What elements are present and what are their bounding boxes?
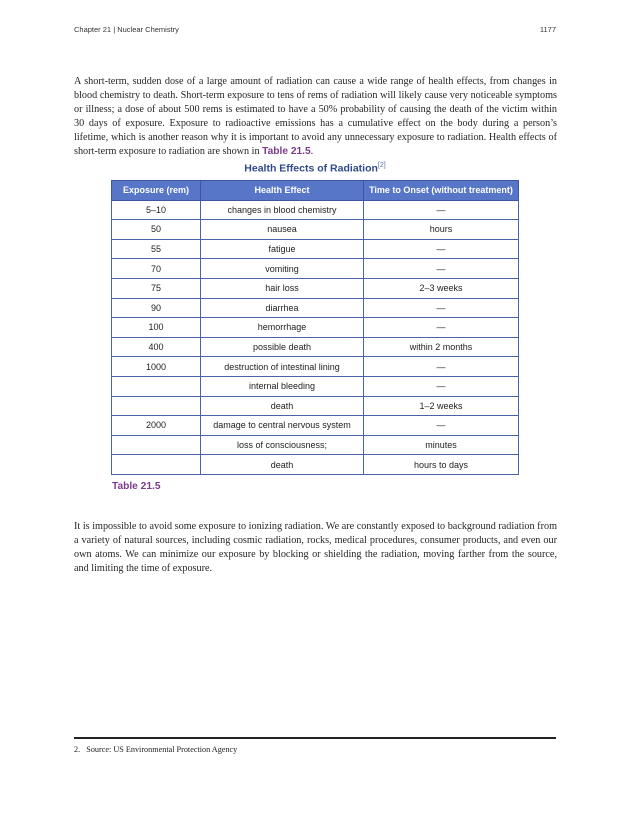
table-row — [112, 200, 519, 220]
closing-paragraph: It is impossible to avoid some exposure to ionizing radiation. We are constantly exposed to background radiation from a variety of natural sources, including cosmic radiation, rocks, medical procedures, consumer products, and even our own atoms. We can minimize our exposure by blocking or shielding the radiation, moving farther from the source, and limiting the time of exposure. — [74, 521, 557, 574]
onset-cell: — — [364, 376, 519, 396]
table-row — [112, 376, 519, 396]
onset-cell: minutes — [364, 435, 519, 455]
onset-cell: — — [364, 239, 519, 259]
onset-cell: — — [364, 200, 519, 220]
effect-cell: vomiting — [201, 259, 364, 279]
exposure-cell: 50 — [112, 220, 201, 240]
table-row — [112, 259, 519, 279]
onset-cell: 1–2 weeks — [364, 396, 519, 416]
intro-end: . — [310, 146, 314, 157]
health-effects-table — [111, 180, 519, 475]
exposure-cell: 90 — [112, 298, 201, 318]
page-number: 1177 — [539, 25, 556, 34]
effect-cell: possible death — [201, 337, 364, 357]
effect-cell: fatigue — [201, 239, 364, 259]
header-health-effect: Health Effect — [201, 181, 364, 201]
onset-cell: — — [364, 259, 519, 279]
exposure-cell: 400 — [112, 337, 201, 357]
exposure-cell: 75 — [112, 278, 201, 298]
exposure-cell — [112, 455, 201, 475]
effect-cell: damage to central nervous system — [201, 416, 364, 436]
effect-cell: death — [201, 396, 364, 416]
running-header — [74, 25, 556, 34]
effect-cell: changes in blood chemistry — [201, 200, 364, 220]
header-time-to-onset: Time to Onset (without treatment) — [364, 181, 519, 201]
effect-cell: loss of consciousness; — [201, 435, 364, 455]
footnote-divider — [74, 737, 556, 739]
onset-cell: — — [364, 416, 519, 436]
exposure-cell: 100 — [112, 318, 201, 338]
table-header-row — [112, 181, 519, 201]
onset-cell: within 2 months — [364, 337, 519, 357]
onset-cell: hours — [364, 220, 519, 240]
onset-cell: — — [364, 318, 519, 338]
effect-cell: hair loss — [201, 278, 364, 298]
table-row — [112, 278, 519, 298]
table-row — [112, 239, 519, 259]
table-row — [112, 455, 519, 475]
table-row — [112, 318, 519, 338]
intro-text: A short-term, sudden dose of a large amount of radiation can cause a wide range of health effects, from changes in blood chemistry to death. Short-term exposure to tens of rems of radiation will likely cause very noticeable symptoms or illness; a dose of about 500 rems is estimated to have a 50% probability of causing the death of the victim within 30 days of exposure. Exposure to radioactive emissions has a cumulative effect on the body during a person’s lifetime, which is another reason why it is important to avoid any unnecessary exposure to radiation. Health effects of short-term exposure to radiation are shown in — [74, 76, 557, 157]
exposure-cell — [112, 376, 201, 396]
exposure-cell: 1000 — [112, 357, 201, 377]
table-title — [111, 162, 519, 175]
intro-paragraph — [74, 75, 557, 159]
effect-cell: diarrhea — [201, 298, 364, 318]
table-row — [112, 220, 519, 240]
footnote-text: Source: US Environmental Protection Agency — [86, 745, 238, 754]
onset-cell: hours to days — [364, 455, 519, 475]
effect-cell: hemorrhage — [201, 318, 364, 338]
table-row — [112, 396, 519, 416]
table-title-text: Health Effects of Radiation — [244, 162, 378, 175]
footnote-number: 2. — [74, 745, 81, 754]
exposure-cell: 55 — [112, 239, 201, 259]
table-row — [112, 435, 519, 455]
exposure-cell — [112, 435, 201, 455]
effect-cell: internal bleeding — [201, 376, 364, 396]
table-row — [112, 298, 519, 318]
onset-cell: — — [364, 357, 519, 377]
exposure-cell: 70 — [112, 259, 201, 279]
table-row — [112, 337, 519, 357]
chapter-title: Chapter 21 | Nuclear Chemistry — [74, 25, 179, 34]
onset-cell: 2–3 weeks — [364, 278, 519, 298]
effect-cell: destruction of intestinal lining — [201, 357, 364, 377]
table-row — [112, 357, 519, 377]
exposure-cell: 5–10 — [112, 200, 201, 220]
header-exposure: Exposure (rem) — [112, 181, 201, 201]
effect-cell: nausea — [201, 220, 364, 240]
footnote — [74, 745, 237, 754]
table-row — [112, 416, 519, 436]
onset-cell: — — [364, 298, 519, 318]
table-reference-link[interactable]: Table 21.5 — [262, 146, 311, 157]
exposure-cell: 2000 — [112, 416, 201, 436]
exposure-cell — [112, 396, 201, 416]
effect-cell: death — [201, 455, 364, 475]
table-caption: Table 21.5 — [112, 481, 161, 492]
footnote-reference-link[interactable]: [2] — [377, 162, 386, 169]
